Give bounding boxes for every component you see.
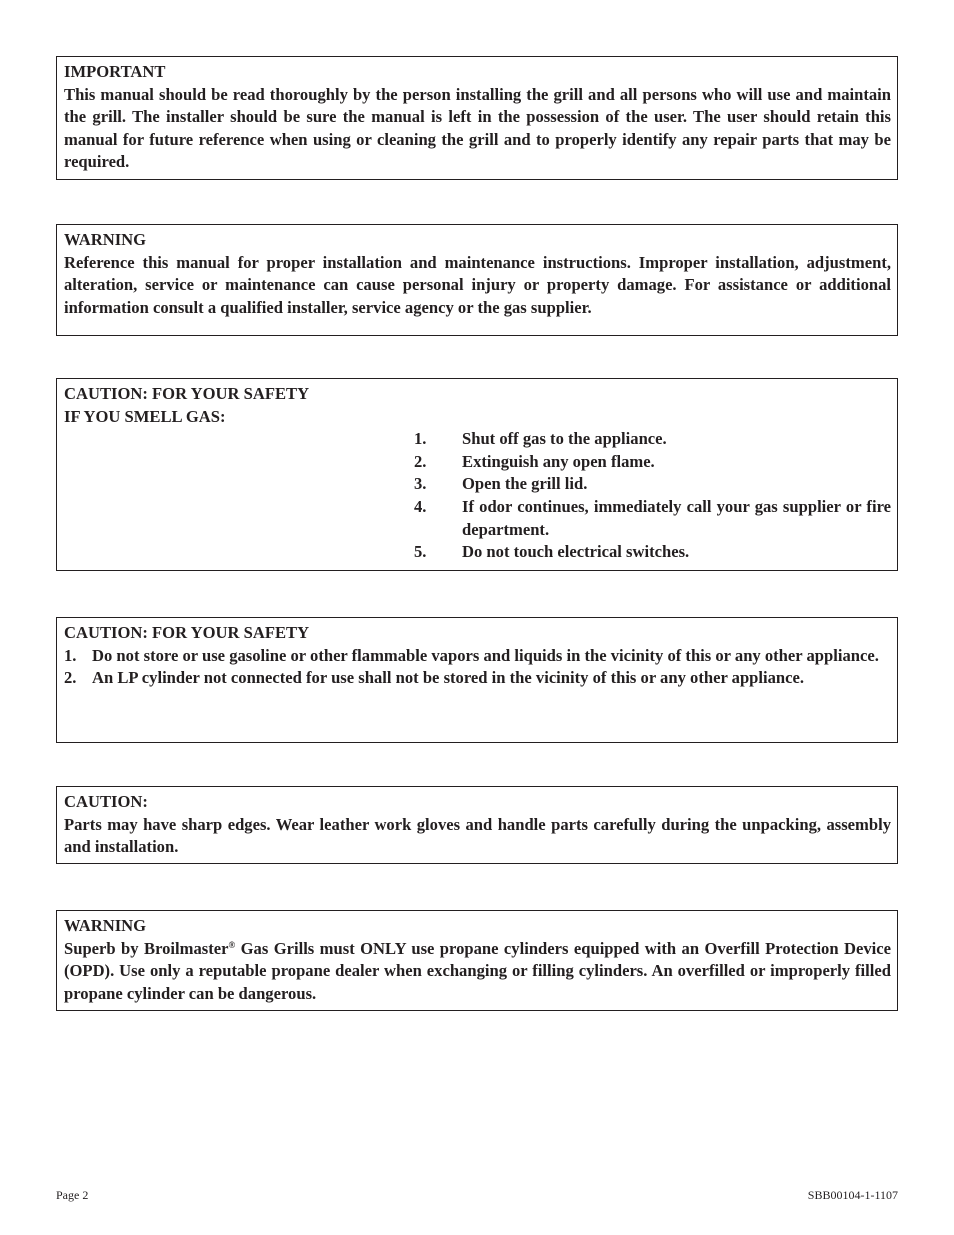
warning-propane-text: Gas Grills must ONLY use propane cylinders equipped with an Overfill Protection Device (OPD). Use only a reputable propane dealer when exchanging or filling cylinders. An overfilled or improperly filled propane cylinder can be dangerous.	[64, 938, 891, 1003]
document-number: SBB00104-1-1107	[807, 1188, 898, 1202]
caution-flammable-notice	[56, 617, 898, 743]
caution-gas-subheading: IF YOU SMELL GAS:	[64, 406, 226, 426]
item-number: 2.	[64, 668, 77, 688]
brand-name: Superb by Broilmaster	[64, 938, 229, 958]
caution-safety-heading: CAUTION: FOR YOUR SAFETY	[64, 623, 310, 642]
gas-step	[414, 428, 891, 451]
caution-gas-smell-notice	[56, 378, 898, 571]
caution-edges-heading: CAUTION:	[64, 792, 148, 811]
step-text: Extinguish any open flame.	[462, 451, 655, 471]
list-item	[64, 645, 891, 668]
caution-edges-body: Parts may have sharp edges. Wear leather work gloves and handle parts carefully during the unpacking, assembly and installation.	[64, 814, 891, 857]
caution-gas-heading: CAUTION: FOR YOUR SAFETY	[64, 384, 310, 403]
gas-step	[414, 496, 891, 541]
item-text: Do not store or use gasoline or other flammable vapors and liquids in the vicinity of this or any other appliance.	[92, 645, 879, 665]
step-number: 5.	[414, 542, 427, 562]
step-text: Open the grill lid.	[462, 474, 588, 494]
warning-heading: WARNING	[64, 230, 147, 249]
warning-body: Reference this manual for proper installation and maintenance instructions. Improper installation, adjustment, alteration, service or maintenance can cause personal injury or property damage. For assistance or additional information consult a qualified installer, service agency or the gas supplier.	[64, 252, 891, 317]
warning-manual-notice	[56, 224, 898, 336]
list-item	[64, 667, 891, 690]
step-number: 3.	[414, 474, 427, 494]
gas-step	[414, 451, 891, 474]
registered-mark: ®	[228, 939, 236, 950]
gas-steps-list	[64, 428, 891, 564]
important-heading: IMPORTANT	[64, 62, 166, 81]
warning-propane-notice	[56, 910, 898, 1011]
item-text: An LP cylinder not connected for use shall not be stored in the vicinity of this or any other appliance.	[92, 668, 805, 688]
important-body: This manual should be read thoroughly by the person installing the grill and all persons who will use and maintain the grill. The installer should be sure the manual is left in the possession of the user. The user should retain this manual for future reference when using or cleaning the grill and to properly identify any repair parts that may be required.	[64, 84, 891, 172]
item-number: 1.	[64, 645, 77, 665]
important-notice	[56, 56, 898, 180]
warning-propane-heading: WARNING	[64, 916, 147, 935]
gas-step	[414, 473, 891, 496]
step-text: If odor continues, immediately call your gas supplier or fire department.	[462, 496, 891, 539]
step-number: 1.	[414, 429, 427, 449]
step-number: 2.	[414, 451, 427, 471]
step-text: Do not touch electrical switches.	[462, 542, 690, 562]
page-number: Page 2	[56, 1188, 89, 1202]
gas-step	[414, 541, 891, 564]
step-text: Shut off gas to the appliance.	[462, 429, 667, 449]
caution-sharp-edges-notice	[56, 786, 898, 864]
caution-safety-list	[64, 645, 891, 690]
step-number: 4.	[414, 496, 427, 516]
warning-propane-body	[64, 938, 891, 1006]
